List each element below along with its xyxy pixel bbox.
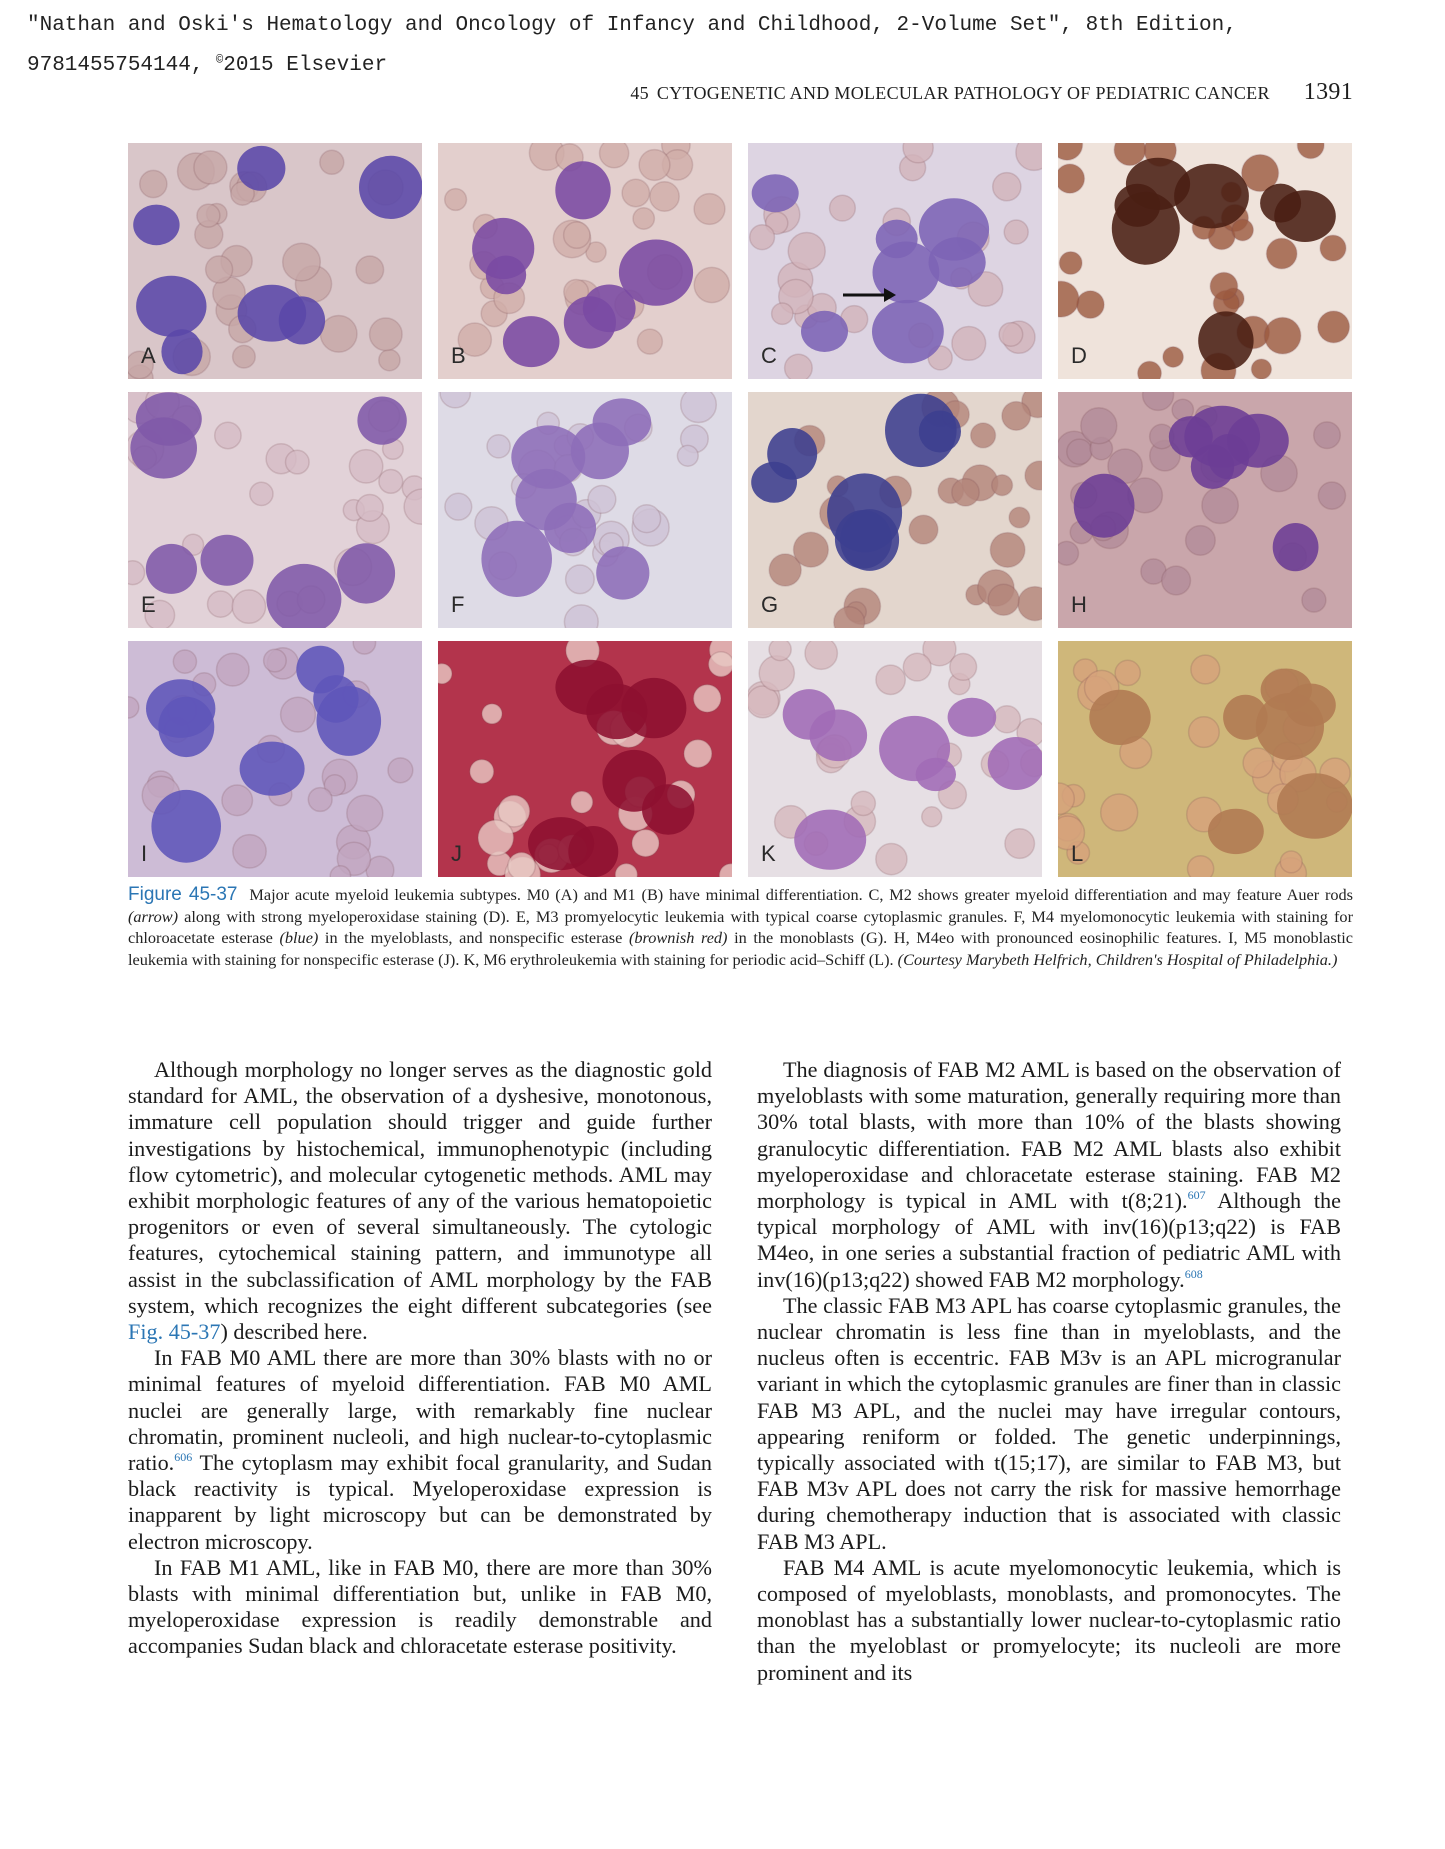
panel-letter: B <box>451 343 466 368</box>
paragraph-text: Although morphology no longer serves as the diagnostic gold standard for AML, the observation of a dyshesive, monotonous, immature cell population should trigger and guide further investigations by histochemical, immunophenotypic (including flow cytometric), and molecular cytogenetic methods. AML may exhibit morphologic features of any of the various hematopoietic progenitors or even of several simultaneously. The cytologic features, cytochemical staining pattern, and immunotype all assist in the subclassification of AML morphology by the FAB system, which recognizes the eight different subcategories (see <box>128 1057 712 1318</box>
paragraph-text: In FAB M0 AML there are more than 30% blasts with no or minimal features of myeloid differentiation. FAB M0 AML nuclei are generally large, with remarkably fine nuclear chromatin, prominent nucleoli, and high nuclear-to-cytoplasmic ratio. <box>128 1345 712 1476</box>
caption-text-3: in the myeloblasts, and nonspecific esterase <box>318 928 629 947</box>
micrograph-panel-d <box>1058 143 1352 379</box>
paragraph-text: Although the typical morphology of AML with inv(16)(p13;q22) is FAB M4eo, in one series a substantial fraction of pediatric AML with inv(16)(p13;q22) showed FAB M2 morphology. <box>757 1188 1341 1292</box>
paragraph-text: The cytoplasm may exhibit focal granularity, and Sudan black reactivity is typical. Myeloperoxidase expression is inapparent by light microscopy but can be demonstrated by electron microscopy. <box>128 1450 712 1554</box>
watermark-isbn: 9781455754144, <box>27 54 217 77</box>
body-column-right <box>757 1057 1341 1686</box>
caption-text-1: Major acute myeloid leukemia subtypes. M0 (A) and M1 (B) have minimal differentiation. C, M2 shows greater myeloid differentiation and may feature Auer rods <box>243 885 1353 904</box>
reference-607[interactable]: 607 <box>1187 1188 1206 1203</box>
figure-45-37-panels <box>128 143 1353 877</box>
figure-label: Figure 45-37 <box>128 884 238 905</box>
paragraph-text: The diagnosis of FAB M2 AML is based on the observation of myeloblasts with some maturation, generally requiring more than 30% total blasts, with more than 10% of the blasts showing granulocytic differentiation. FAB M2 AML blasts also exhibit myeloperoxidase and chloracetate esterase staining. FAB M2 morphology is typical in AML with t(8;21). <box>757 1057 1341 1214</box>
running-head <box>128 79 1353 109</box>
caption-courtesy: (Courtesy Marybeth Helfrich, Children's Hospital of Philadelphia.) <box>897 949 1338 969</box>
micrograph-image <box>748 143 1042 379</box>
reference-606[interactable]: 606 <box>174 1450 193 1465</box>
paragraph-text: ) described here. <box>220 1319 368 1345</box>
micrograph-panel-k <box>748 641 1042 877</box>
micrograph-panel-e <box>128 392 422 628</box>
caption-blue: (blue) <box>279 928 319 947</box>
copyright-symbol: © <box>216 53 224 67</box>
micrograph-panel-i <box>128 641 422 877</box>
paragraph: FAB M4 AML is acute myelomonocytic leukemia, which is composed of myeloblasts, monoblasts, and promonocytes. The monoblast has a substantially lower nuclear-to-cytoplasmic ratio than the myeloblast or promyelocyte; its nucleoli are more prominent and its <box>757 1554 1341 1685</box>
panel-letter: L <box>1071 841 1084 866</box>
panel-letter: H <box>1071 592 1087 617</box>
micrograph-image <box>128 143 422 379</box>
micrograph-image <box>748 641 1042 877</box>
watermark-copyright: 2015 Elsevier <box>223 54 388 77</box>
panel-letter: F <box>451 592 465 617</box>
micrograph-panel-c <box>748 143 1042 379</box>
paragraph <box>128 1345 712 1555</box>
micrograph-image <box>748 392 1042 628</box>
source-watermark <box>27 8 1437 83</box>
micrograph-panel-j <box>438 641 732 877</box>
micrograph-panel-h <box>1058 392 1352 628</box>
panel-letter: K <box>761 841 776 866</box>
micrograph-image <box>128 392 422 628</box>
micrograph-image <box>438 641 732 877</box>
micrograph-image <box>438 143 732 379</box>
caption-brownish-red: (brownish red) <box>628 928 728 947</box>
panel-letter: C <box>761 343 777 368</box>
paragraph: In FAB M1 AML, like in FAB M0, there are more than 30% blasts with minimal differentiation but, unlike in FAB M0, myeloperoxidase expression is readily demonstrable and accompanies Sudan black and chloracetate esterase positivity. <box>128 1554 712 1659</box>
panel-letter: J <box>451 841 462 866</box>
watermark-line-1: "Nathan and Oski's Hematology and Oncology of Infancy and Childhood, 2-Volume Set", 8th Edition, <box>27 14 1237 37</box>
caption-arrow: (arrow) <box>128 906 179 926</box>
micrograph-panel-f <box>438 392 732 628</box>
micrograph-image <box>1058 641 1352 877</box>
caption-text-4: in the monoblasts (G). H, M4eo with pronounced eosinophilic features. I, M5 monoblastic leukemia with staining for nonspecific esterase (J). K, M6 erythroleukemia with staining for periodic acid–Schiff (L). <box>128 928 1353 969</box>
panel-letter: G <box>761 592 779 617</box>
micrograph-panel-l <box>1058 641 1352 877</box>
panel-letter: E <box>141 592 156 617</box>
micrograph-panel-b <box>438 143 732 379</box>
panel-letter: D <box>1071 343 1087 368</box>
panel-letter: A <box>141 343 156 368</box>
chapter-title: CYTOGENETIC AND MOLECULAR PATHOLOGY OF PEDIATRIC CANCER <box>656 83 1270 103</box>
paragraph: The classic FAB M3 APL has coarse cytoplasmic granules, the nuclear chromatin is less fine than in myeloblasts, and the nucleus often is eccentric. FAB M3v is an APL microgranular variant in which the cytoplasmic granules are finer than in classic FAB M3 APL, and the nuclei may have irregular contours, appearing reniform or folded. The genetic underpinnings, typically associated with t(15;17), are similar to FAB M3, but FAB M3v APL does not carry the risk for massive hemorrhage during chemotherapy induction that is associated with classic FAB M3 APL. <box>757 1292 1341 1554</box>
micrograph-image <box>1058 143 1352 379</box>
micrograph-panel-g <box>748 392 1042 628</box>
chapter-number: 45 <box>630 83 649 103</box>
paragraph <box>128 1057 712 1345</box>
figure-caption <box>128 884 1353 970</box>
micrograph-panel-a <box>128 143 422 379</box>
page-number: 1391 <box>1303 79 1353 105</box>
reference-608[interactable]: 608 <box>1184 1266 1203 1281</box>
panel-letter: I <box>141 841 148 866</box>
caption-text-2: along with strong myeloperoxidase staining (D). E, M3 promyelocytic leukemia with typical coarse cytoplasmic granules. F, M4 myelomonocytic leukemia with staining for chloroacetate esterase <box>128 906 1353 947</box>
micrograph-image <box>128 641 422 877</box>
micrograph-image <box>1058 392 1352 628</box>
body-column-left <box>128 1057 712 1660</box>
micrograph-image <box>438 392 732 628</box>
paragraph <box>757 1057 1341 1293</box>
figure-link[interactable]: Fig. 45-37 <box>128 1319 221 1345</box>
